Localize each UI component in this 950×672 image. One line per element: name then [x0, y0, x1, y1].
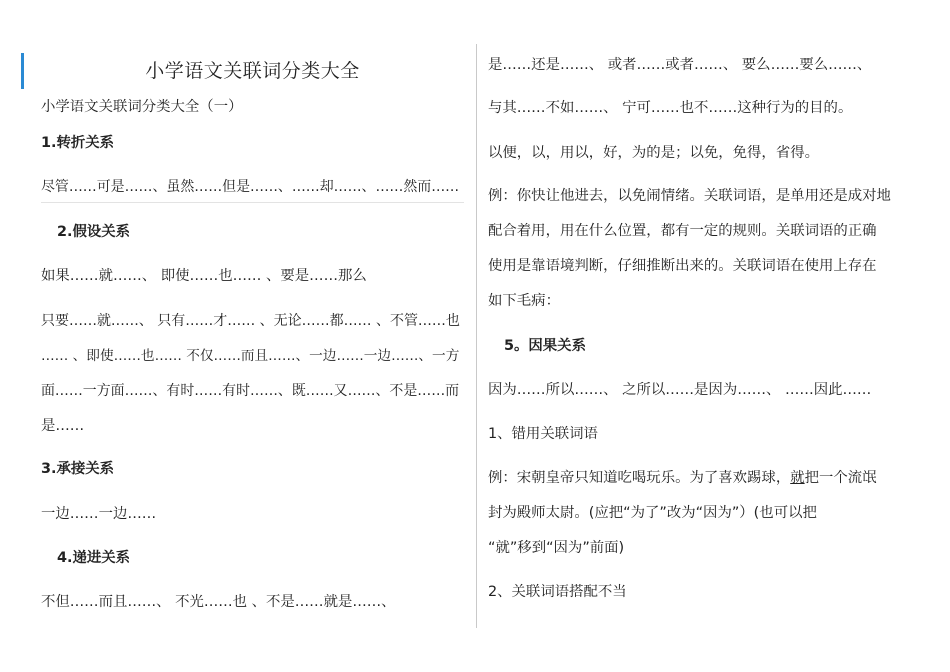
heading-progressive: 4.递进关系 [57, 550, 131, 566]
text-line: 面……一方面……、有时……有时……、既……又……、不是……而 [41, 383, 460, 399]
text-line: 如下毛病： [488, 293, 560, 309]
text-line: 是…… [41, 418, 85, 434]
page-title: 小学语文关联词分类大全 [145, 60, 360, 82]
underlined-word: 就 [790, 470, 805, 486]
text-line: 与其……不如……、 宁可……也不……这种行为的目的。 [488, 100, 853, 116]
text-line: …… 、即使……也…… 不仅……而且……、一边……一边……、一方 [41, 348, 460, 364]
heading-sequential: 3.承接关系 [41, 461, 115, 477]
heading-hypothetical: 2.假设关系 [57, 224, 131, 240]
text-line: 例：你快让他进去，以免闹情绪。关联词语，是单用还是成对地 [488, 188, 891, 204]
title-accent-bar [21, 53, 24, 89]
text-line: 封为殿师太尉。(应把“为了”改为“因为”）(也可以把 [488, 505, 817, 521]
text-line: 2、关联词语搭配不当 [488, 584, 627, 600]
text-line: 使用是靠语境判断，仔细推断出来的。关联词语在使用上存在 [488, 258, 877, 274]
text-line: 1、错用关联词语 [488, 426, 598, 442]
text-line: 一边……一边…… [41, 506, 157, 522]
text-line [488, 468, 877, 488]
text-line: 只要……就……、 只有……才…… 、无论……都…… 、不管……也 [41, 313, 460, 329]
text-line: 配合着用，用在什么位置，都有一定的规则。关联词语的正确 [488, 223, 877, 239]
column-divider [476, 44, 477, 628]
heading-causal: 5。因果关系 [504, 338, 586, 354]
text-line: 不但……而且……、 不光……也 、不是……就是……、 [41, 594, 396, 610]
text-line: 因为……所以……、 之所以……是因为……、 ……因此…… [488, 382, 872, 398]
section-rule [41, 202, 464, 203]
text-line: 以便，以，用以，好，为的是；以免，免得，省得。 [488, 145, 819, 161]
text-line: “就”移到“因为”前面) [488, 540, 625, 556]
heading-adversative: 1.转折关系 [41, 135, 115, 151]
text-line: 是……还是……、 或者……或者……、 要么……要么……、 [488, 57, 872, 73]
text-segment: 例：宋朝皇帝只知道吃喝玩乐。为了喜欢踢球， [488, 470, 791, 486]
text-segment: 把一个流氓 [804, 470, 877, 486]
subtitle: 小学语文关联词分类大全（一） [41, 99, 243, 115]
text-line: 如果……就……、 即使……也…… 、要是……那么 [41, 268, 367, 284]
text-line: 尽管……可是……、虽然……但是……、……却……、……然而…… [41, 179, 460, 195]
